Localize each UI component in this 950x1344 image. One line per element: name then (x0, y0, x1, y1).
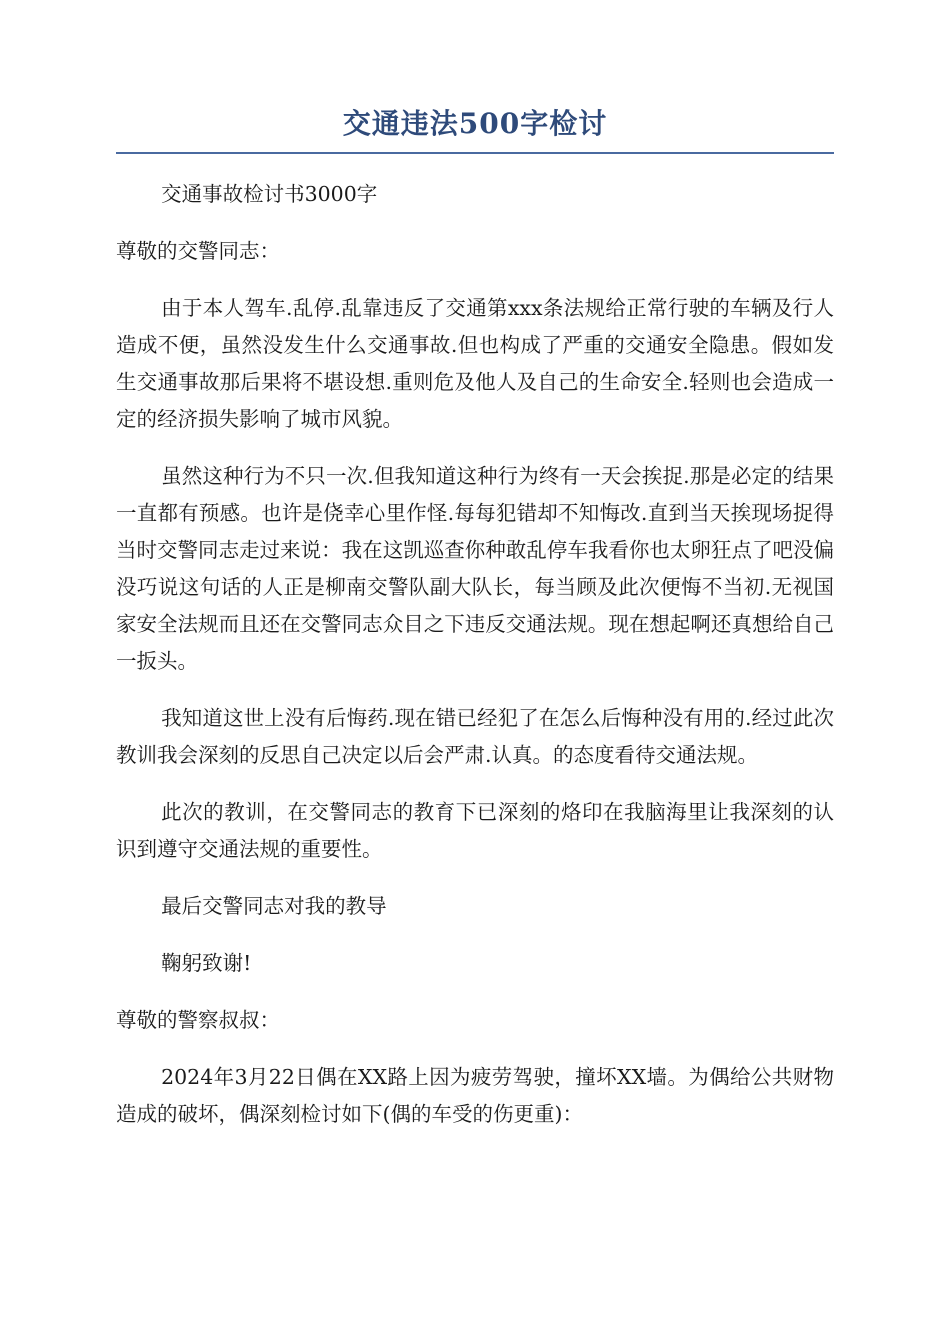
subtitle-paragraph: 交通事故检讨书3000字 (161, 182, 378, 206)
body-paragraph: 此次的教训，在交警同志的教育下已深刻的烙印在我脑海里让我深刻的认识到遵守交通法规的重要性。 (116, 800, 834, 861)
closing-paragraph: 最后交警同志对我的教导 (161, 894, 387, 918)
body-paragraph: 由于本人驾车.乱停.乱靠违反了交通第xxx条法规给正常行驶的车辆及行人造成不便，虽然没发生什么交通事故.但也构成了严重的交通安全隐患。假如发生交通事故那后果将不堪设想.重则危及他人及自己的生命安全.轻则也会造成一定的经济损失影响了城市风貌。 (116, 296, 834, 431)
body-paragraph: 2024年3月22日偶在XX路上因为疲劳驾驶，撞坏XX墙。为偶给公共财物造成的破坏，偶深刻检讨如下(偶的车受的伤更重)： (116, 1065, 834, 1126)
body-paragraph: 我知道这世上没有后悔药.现在错已经犯了在怎么后悔种没有用的.经过此次教训我会深刻的反思自己决定以后会严肃.认真。的态度看待交通法规。 (116, 706, 834, 767)
body-paragraph: 虽然这种行为不只一次.但我知道这种行为终有一天会挨捉.那是必定的结果一直都有预感。也许是侥幸心里作怪.每每犯错却不知悔改.直到当天挨现场捉得当时交警同志走过来说：我在这凯巡查你种敢乱停车我看你也太卵狂点了吧没偏没巧说这句话的人正是柳南交警队副大队长，每当顾及此次便悔不当初.无视国家安全法规而且还在交警同志众目之下违反交通法规。现在想起啊还真想给自己一扳头。 (116, 464, 834, 673)
salutation-paragraph: 尊敬的警察叔叔： (116, 1008, 280, 1032)
document-title: 交通违法500字检讨 (342, 107, 608, 140)
closing-paragraph: 鞠躬致谢! (161, 951, 252, 975)
title-divider (116, 152, 834, 154)
document-body (116, 176, 834, 1133)
document-page (116, 104, 834, 1153)
salutation-paragraph: 尊敬的交警同志： (116, 239, 280, 263)
